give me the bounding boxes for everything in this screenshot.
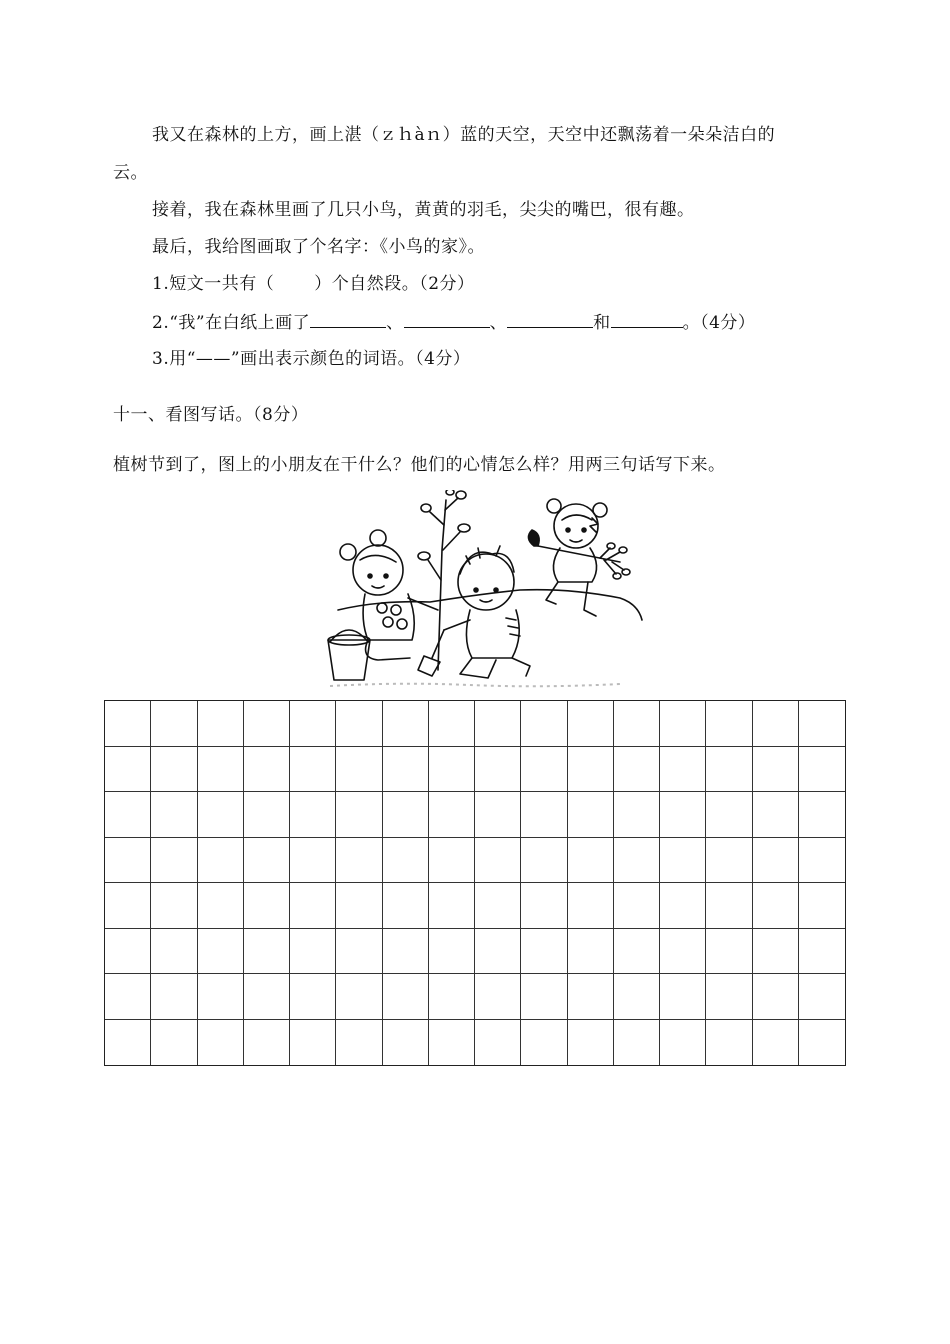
grid-cell[interactable] bbox=[383, 838, 429, 884]
grid-cell[interactable] bbox=[614, 883, 660, 929]
grid-cell[interactable] bbox=[521, 747, 567, 793]
grid-cell[interactable] bbox=[568, 701, 614, 747]
grid-cell[interactable] bbox=[429, 929, 475, 975]
grid-cell[interactable] bbox=[475, 883, 521, 929]
grid-cell[interactable] bbox=[336, 792, 382, 838]
question-2-and: 和 bbox=[593, 313, 611, 333]
grid-cell[interactable] bbox=[290, 883, 336, 929]
grid-cell[interactable] bbox=[660, 701, 706, 747]
grid-cell[interactable] bbox=[336, 701, 382, 747]
grid-cell[interactable] bbox=[521, 792, 567, 838]
grid-cell[interactable] bbox=[429, 838, 475, 884]
grid-cell[interactable] bbox=[521, 1020, 567, 1066]
grid-cell[interactable] bbox=[706, 701, 752, 747]
grid-cell[interactable] bbox=[105, 792, 151, 838]
grid-cell[interactable] bbox=[336, 747, 382, 793]
grid-cell[interactable] bbox=[660, 747, 706, 793]
grid-cell[interactable] bbox=[614, 1020, 660, 1066]
grid-cell[interactable] bbox=[706, 792, 752, 838]
grid-cell[interactable] bbox=[568, 974, 614, 1020]
grid-cell[interactable] bbox=[614, 747, 660, 793]
question-2-blank-3[interactable] bbox=[507, 311, 593, 328]
grid-cell[interactable] bbox=[753, 883, 799, 929]
grid-cell[interactable] bbox=[290, 838, 336, 884]
grid-cell[interactable] bbox=[383, 883, 429, 929]
grid-cell[interactable] bbox=[753, 838, 799, 884]
grid-cell[interactable] bbox=[429, 974, 475, 1020]
question-1-suffix: ）个自然段。（2分） bbox=[314, 274, 475, 294]
grid-cell[interactable] bbox=[151, 792, 197, 838]
grid-cell[interactable] bbox=[383, 747, 429, 793]
grid-cell[interactable] bbox=[151, 929, 197, 975]
grid-cell[interactable] bbox=[151, 1020, 197, 1066]
grid-cell[interactable] bbox=[706, 838, 752, 884]
grid-cell[interactable] bbox=[198, 838, 244, 884]
grid-cell[interactable] bbox=[290, 747, 336, 793]
grid-cell[interactable] bbox=[521, 838, 567, 884]
grid-cell[interactable] bbox=[799, 883, 845, 929]
grid-cell[interactable] bbox=[290, 929, 336, 975]
grid-cell[interactable] bbox=[660, 792, 706, 838]
grid-cell[interactable] bbox=[568, 1020, 614, 1066]
grid-cell[interactable] bbox=[475, 974, 521, 1020]
grid-cell[interactable] bbox=[244, 883, 290, 929]
grid-cell[interactable] bbox=[706, 974, 752, 1020]
grid-cell[interactable] bbox=[753, 1020, 799, 1066]
grid-cell[interactable] bbox=[429, 701, 475, 747]
grid-cell[interactable] bbox=[105, 747, 151, 793]
grid-cell[interactable] bbox=[568, 792, 614, 838]
grid-cell[interactable] bbox=[660, 1020, 706, 1066]
grid-cell[interactable] bbox=[383, 1020, 429, 1066]
grid-cell[interactable] bbox=[799, 929, 845, 975]
grid-cell[interactable] bbox=[753, 792, 799, 838]
grid-cell[interactable] bbox=[383, 929, 429, 975]
grid-cell[interactable] bbox=[383, 792, 429, 838]
grid-cell[interactable] bbox=[105, 838, 151, 884]
grid-cell[interactable] bbox=[568, 838, 614, 884]
grid-cell[interactable] bbox=[568, 929, 614, 975]
passage-line-2: 云。 bbox=[113, 163, 148, 183]
grid-cell[interactable] bbox=[290, 1020, 336, 1066]
grid-cell[interactable] bbox=[290, 792, 336, 838]
grid-cell[interactable] bbox=[151, 883, 197, 929]
grid-cell[interactable] bbox=[198, 747, 244, 793]
grid-cell[interactable] bbox=[290, 701, 336, 747]
grid-cell[interactable] bbox=[706, 883, 752, 929]
question-2-blank-1[interactable] bbox=[310, 311, 386, 328]
grid-cell[interactable] bbox=[475, 838, 521, 884]
grid-cell[interactable] bbox=[706, 929, 752, 975]
writing-grid[interactable] bbox=[104, 700, 846, 1066]
grid-cell[interactable] bbox=[660, 883, 706, 929]
grid-cell[interactable] bbox=[521, 883, 567, 929]
grid-cell[interactable] bbox=[290, 974, 336, 1020]
grid-cell[interactable] bbox=[198, 929, 244, 975]
question-1 bbox=[152, 273, 475, 295]
grid-cell[interactable] bbox=[568, 883, 614, 929]
grid-cell[interactable] bbox=[614, 929, 660, 975]
grid-cell[interactable] bbox=[383, 974, 429, 1020]
grid-cell[interactable] bbox=[244, 838, 290, 884]
grid-cell[interactable] bbox=[614, 792, 660, 838]
section-11-title: 十一、看图写话。（8分） bbox=[113, 405, 309, 425]
question-2-blank-4[interactable] bbox=[611, 311, 683, 328]
grid-cell[interactable] bbox=[198, 974, 244, 1020]
grid-cell[interactable] bbox=[151, 747, 197, 793]
grid-cell[interactable] bbox=[614, 701, 660, 747]
grid-cell[interactable] bbox=[660, 838, 706, 884]
grid-cell[interactable] bbox=[198, 792, 244, 838]
grid-cell[interactable] bbox=[105, 701, 151, 747]
grid-cell[interactable] bbox=[105, 974, 151, 1020]
grid-cell[interactable] bbox=[799, 974, 845, 1020]
grid-cell[interactable] bbox=[429, 883, 475, 929]
grid-cell[interactable] bbox=[521, 701, 567, 747]
grid-cell[interactable] bbox=[660, 974, 706, 1020]
grid-cell[interactable] bbox=[244, 792, 290, 838]
question-2-separator-1: 、 bbox=[386, 313, 404, 333]
grid-cell[interactable] bbox=[429, 792, 475, 838]
passage-paragraph-3: 最后，我给图画取了个名字：《小鸟的家》。 bbox=[152, 237, 485, 257]
grid-cell[interactable] bbox=[151, 974, 197, 1020]
tree-planting-illustration bbox=[320, 490, 650, 695]
grid-cell[interactable] bbox=[336, 929, 382, 975]
grid-cell[interactable] bbox=[753, 974, 799, 1020]
question-2-suffix: 。（4分） bbox=[682, 313, 756, 333]
grid-cell[interactable] bbox=[475, 747, 521, 793]
grid-cell[interactable] bbox=[706, 747, 752, 793]
grid-cell[interactable] bbox=[706, 1020, 752, 1066]
grid-cell[interactable] bbox=[521, 974, 567, 1020]
grid-cell[interactable] bbox=[244, 1020, 290, 1066]
grid-cell[interactable] bbox=[753, 747, 799, 793]
grid-cell[interactable] bbox=[244, 701, 290, 747]
grid-cell[interactable] bbox=[568, 747, 614, 793]
grid-cell[interactable] bbox=[799, 838, 845, 884]
grid-cell[interactable] bbox=[475, 701, 521, 747]
grid-cell[interactable] bbox=[660, 929, 706, 975]
grid-cell[interactable] bbox=[336, 883, 382, 929]
passage-line-1: 我又在森林的上方，画上湛（ｚｈàｎ）蓝的天空，天空中还飘荡着一朵朵洁白的 bbox=[152, 125, 776, 145]
grid-cell[interactable] bbox=[753, 701, 799, 747]
question-2 bbox=[152, 311, 755, 334]
grid-cell[interactable] bbox=[383, 701, 429, 747]
grid-cell[interactable] bbox=[105, 883, 151, 929]
grid-cell[interactable] bbox=[105, 929, 151, 975]
grid-cell[interactable] bbox=[244, 747, 290, 793]
grid-cell[interactable] bbox=[336, 838, 382, 884]
grid-cell[interactable] bbox=[336, 1020, 382, 1066]
grid-cell[interactable] bbox=[151, 701, 197, 747]
grid-cell[interactable] bbox=[475, 1020, 521, 1066]
grid-cell[interactable] bbox=[198, 701, 244, 747]
grid-cell[interactable] bbox=[105, 1020, 151, 1066]
grid-cell[interactable] bbox=[475, 929, 521, 975]
grid-cell[interactable] bbox=[799, 1020, 845, 1066]
question-2-prefix: 2.“我”在白纸上画了 bbox=[152, 313, 311, 333]
grid-cell[interactable] bbox=[336, 974, 382, 1020]
grid-cell[interactable] bbox=[429, 747, 475, 793]
grid-cell[interactable] bbox=[614, 974, 660, 1020]
grid-cell[interactable] bbox=[475, 792, 521, 838]
question-2-blank-2[interactable] bbox=[404, 311, 490, 328]
grid-cell[interactable] bbox=[799, 747, 845, 793]
grid-cell[interactable] bbox=[198, 883, 244, 929]
grid-cell[interactable] bbox=[799, 701, 845, 747]
grid-cell[interactable] bbox=[198, 1020, 244, 1066]
grid-cell[interactable] bbox=[244, 929, 290, 975]
question-1-prefix: 1.短文一共有（ bbox=[152, 274, 275, 294]
grid-cell[interactable] bbox=[614, 838, 660, 884]
passage-paragraph-2: 接着，我在森林里画了几只小鸟，黄黄的羽毛，尖尖的嘴巴，很有趣。 bbox=[152, 200, 695, 220]
grid-cell[interactable] bbox=[753, 929, 799, 975]
question-3: 3.用“——”画出表示颜色的词语。（4分） bbox=[152, 349, 471, 369]
section-11-prompt: 植树节到了，图上的小朋友在干什么？他们的心情怎么样？用两三句话写下来。 bbox=[113, 455, 726, 475]
grid-cell[interactable] bbox=[521, 929, 567, 975]
grid-cell[interactable] bbox=[799, 792, 845, 838]
grid-cell[interactable] bbox=[151, 838, 197, 884]
grid-cell[interactable] bbox=[429, 1020, 475, 1066]
grid-cell[interactable] bbox=[244, 974, 290, 1020]
question-2-separator-2: 、 bbox=[489, 313, 508, 333]
